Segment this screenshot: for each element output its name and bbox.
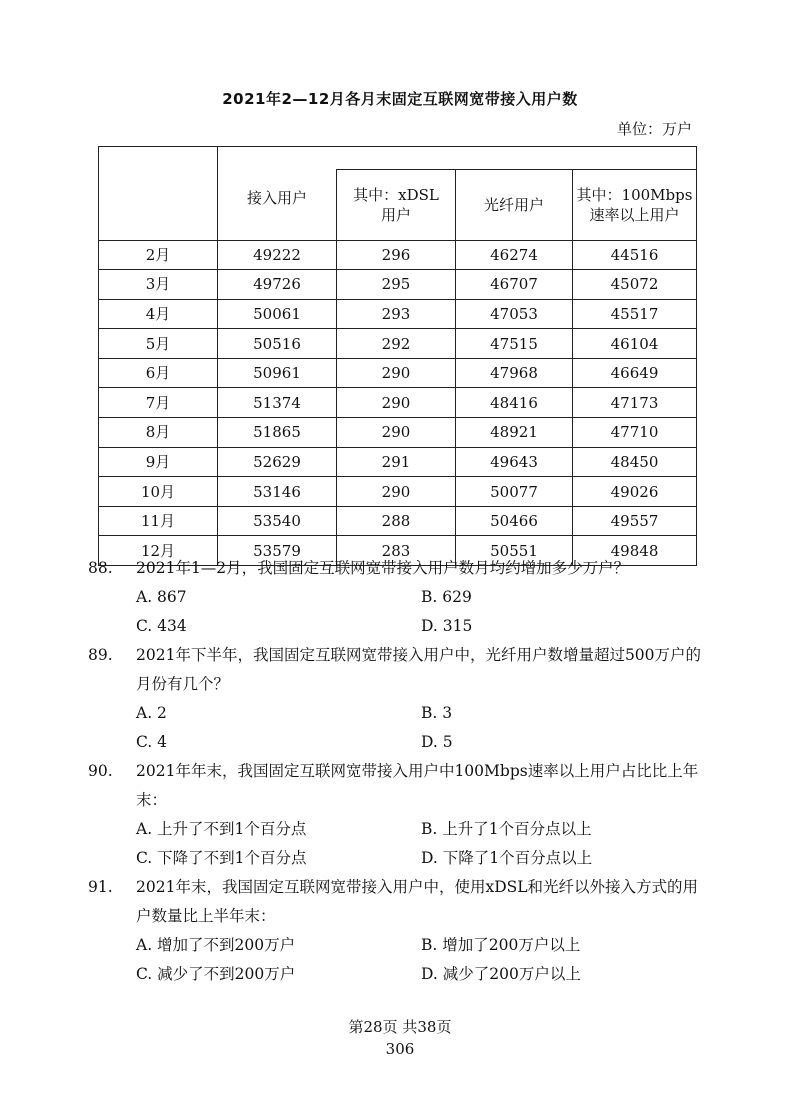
- cell-access: 50961: [218, 358, 337, 388]
- cell-month: 6月: [99, 358, 218, 388]
- table-row: [99, 447, 697, 477]
- table-row: [99, 506, 697, 536]
- header-fiber: 光纤用户: [456, 170, 573, 241]
- option-list: [106, 699, 706, 757]
- cell-speed: 44516: [573, 240, 697, 270]
- cell-month: 2月: [99, 240, 218, 270]
- cell-xdsl: 290: [337, 418, 456, 448]
- cell-speed: 48450: [573, 447, 697, 477]
- answer-option: A. 2: [136, 704, 167, 722]
- header-xdsl: 其中：xDSL 用户: [337, 170, 456, 241]
- cell-month: 7月: [99, 388, 218, 418]
- answer-option: B. 629: [421, 588, 472, 606]
- answer-option: A. 上升了不到1个百分点: [136, 820, 307, 838]
- page-number: 306: [385, 1040, 415, 1058]
- table-row: [99, 418, 697, 448]
- cell-xdsl: 292: [337, 329, 456, 359]
- cell-xdsl: 288: [337, 506, 456, 536]
- question-number: 90.: [88, 762, 113, 780]
- cell-fiber: 48921: [456, 418, 573, 448]
- cell-month: 8月: [99, 418, 218, 448]
- cell-fiber: 50551: [456, 536, 573, 566]
- answer-option: C. 434: [136, 617, 187, 635]
- cell-speed: 49026: [573, 477, 697, 507]
- cell-xdsl: 295: [337, 270, 456, 300]
- answer-option: B. 增加了200万户以上: [421, 936, 581, 954]
- table-row: [99, 358, 697, 388]
- cell-fiber: 47515: [456, 329, 573, 359]
- cell-fiber: 47968: [456, 358, 573, 388]
- cell-speed: 45072: [573, 270, 697, 300]
- cell-month: 4月: [99, 299, 218, 329]
- answer-option: D. 下降了1个百分点以上: [421, 849, 593, 867]
- question-text: 2021年年末，我国固定互联网宽带接入用户中100Mbps速率以上用户占比比上年末：: [136, 762, 699, 809]
- cell-fiber: 48416: [456, 388, 573, 418]
- answer-option: D. 315: [421, 617, 473, 635]
- cell-access: 52629: [218, 447, 337, 477]
- cell-access: 50516: [218, 329, 337, 359]
- answer-option: D. 减少了200万户以上: [421, 965, 581, 983]
- cell-speed: 46649: [573, 358, 697, 388]
- page-footer: [0, 1016, 800, 1060]
- question: [88, 554, 706, 641]
- cell-speed: 49848: [573, 536, 697, 566]
- question-number: 91.: [88, 878, 113, 896]
- cell-speed: 45517: [573, 299, 697, 329]
- cell-speed: 46104: [573, 329, 697, 359]
- answer-option: B. 3: [421, 704, 453, 722]
- answer-option: B. 上升了1个百分点以上: [421, 820, 592, 838]
- unit-label: 单位：万户: [616, 120, 692, 138]
- cell-access: 51374: [218, 388, 337, 418]
- cell-xdsl: 291: [337, 447, 456, 477]
- cell-xdsl: 296: [337, 240, 456, 270]
- answer-option: A. 增加了不到200万户: [136, 936, 296, 954]
- data-table: [98, 146, 697, 566]
- table-row: [99, 388, 697, 418]
- cell-fiber: 49643: [456, 447, 573, 477]
- cell-fiber: 50466: [456, 506, 573, 536]
- cell-fiber: 46274: [456, 240, 573, 270]
- answer-option: C. 下降了不到1个百分点: [136, 849, 307, 867]
- cell-xdsl: 293: [337, 299, 456, 329]
- cell-month: 3月: [99, 270, 218, 300]
- corner-cell: [99, 147, 218, 241]
- cell-month: 10月: [99, 477, 218, 507]
- option-list: [106, 583, 706, 641]
- question-number: 89.: [88, 646, 113, 664]
- table-body: [99, 240, 697, 566]
- cell-access: 53579: [218, 536, 337, 566]
- cell-xdsl: 290: [337, 358, 456, 388]
- cell-access: 51865: [218, 418, 337, 448]
- cell-speed: 47173: [573, 388, 697, 418]
- question-stem: [88, 757, 706, 815]
- cell-access: 53540: [218, 506, 337, 536]
- cell-access: 53146: [218, 477, 337, 507]
- question-number: 88.: [88, 559, 113, 577]
- question-text: 2021年末，我国固定互联网宽带接入用户中，使用xDSL和光纤以外接入方式的用户数量比上半年末：: [136, 878, 699, 925]
- table-row: [99, 270, 697, 300]
- cell-fiber: 47053: [456, 299, 573, 329]
- question-stem: [88, 641, 706, 699]
- cell-month: 12月: [99, 536, 218, 566]
- cell-speed: 49557: [573, 506, 697, 536]
- cell-speed: 47710: [573, 418, 697, 448]
- cell-xdsl: 283: [337, 536, 456, 566]
- question: [88, 641, 706, 757]
- question-list: [88, 554, 706, 989]
- header-access: 接入用户: [218, 170, 337, 241]
- question-stem: [88, 873, 706, 931]
- question-text: 2021年下半年，我国固定互联网宽带接入用户中，光纤用户数增量超过500万户的月份有几个？: [136, 646, 702, 693]
- answer-option: D. 5: [421, 733, 453, 751]
- page-label: 第28页 共38页: [348, 1018, 452, 1036]
- question: [88, 757, 706, 873]
- answer-option: C. 4: [136, 733, 168, 751]
- cell-month: 5月: [99, 329, 218, 359]
- page-title: 2021年2—12月各月末固定互联网宽带接入用户数: [222, 90, 578, 108]
- cell-xdsl: 290: [337, 388, 456, 418]
- cell-month: 9月: [99, 447, 218, 477]
- table-row: [99, 477, 697, 507]
- cell-access: 49726: [218, 270, 337, 300]
- cell-fiber: 50077: [456, 477, 573, 507]
- question-stem: [88, 554, 706, 583]
- cell-fiber: 46707: [456, 270, 573, 300]
- cell-xdsl: 290: [337, 477, 456, 507]
- table-row: [99, 299, 697, 329]
- cell-month: 11月: [99, 506, 218, 536]
- answer-option: A. 867: [136, 588, 187, 606]
- table-row: [99, 240, 697, 270]
- option-list: [106, 931, 706, 989]
- table-row: [99, 329, 697, 359]
- header-speed: 其中：100Mbps 速率以上用户: [573, 170, 697, 241]
- answer-option: C. 减少了不到200万户: [136, 965, 296, 983]
- option-list: [106, 815, 706, 873]
- cell-access: 49222: [218, 240, 337, 270]
- question: [88, 873, 706, 989]
- header-top-band: [218, 147, 697, 170]
- cell-access: 50061: [218, 299, 337, 329]
- question-text: 2021年1—2月，我国固定互联网宽带接入用户数月均约增加多少万户？: [136, 559, 630, 577]
